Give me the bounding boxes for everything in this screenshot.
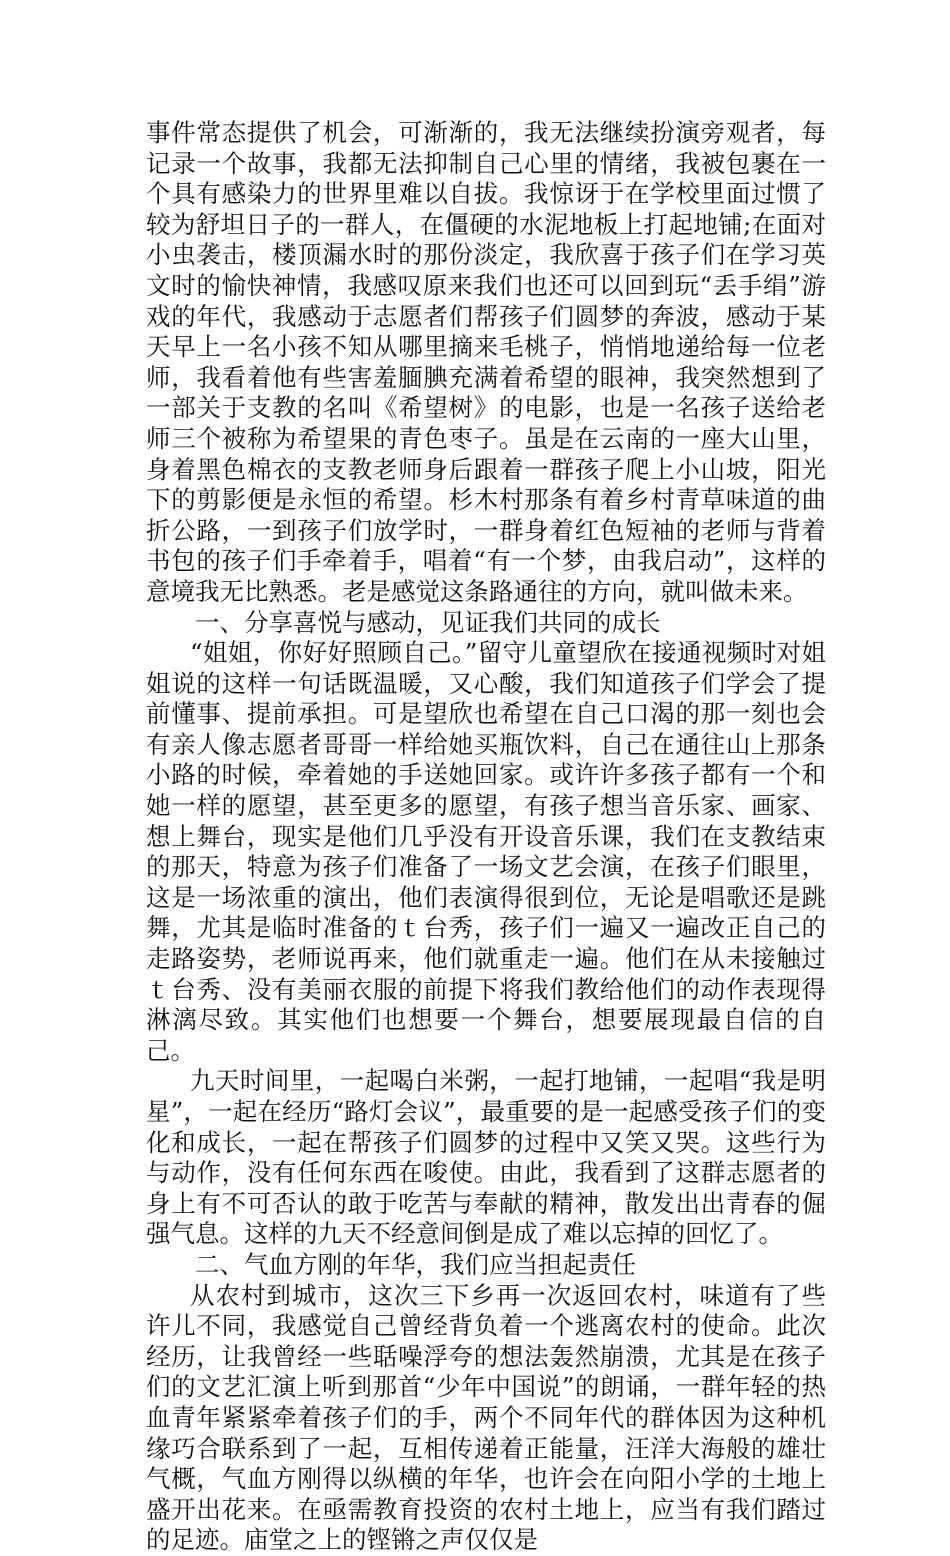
paragraph: 事件常态提供了机会，可渐渐的，我无法继续扮演旁观者，每记录一个故事，我都无法抑制自己心里的情绪，我被包裹在一个具有感染力的世界里难以自拔。我惊讶于在学校里面过惯了较为舒坦日子的一群人，在僵硬的水泥地板上打起地铺;在面对小虫袭击，楼顶漏水时的那份淡定，我欣喜于孩子们在学习英文时的愉快神情，我感叹原来我们也还可以回到玩“丢手绢”游戏的年代，我感动于志愿者们帮孩子们圆梦的奔波，感动于某天早上一名小孩不知从哪里摘来毛桃子，悄悄地递给每一位老师，我看着他有些害羞腼腆充满着希望的眼神，我突然想到了一部关于支教的名叫《希望树》的电影，也是一名孩子送给老师三个被称为希望果的青色枣子。虽是在云南的一座大山里，身着黑色棉衣的支教老师身后跟着一群孩子爬上小山坡，阳光下的剪影便是永恒的希望。杉木村那条有着乡村青草味道的曲折公路，一到孩子们放学时，一群身着红色短袖的老师与背着书包的孩子们手牵着手，唱着“有一个梦，由我启动”，这样的意境我无比熟悉。老是感觉这条路通往的方向，就叫做未来。 <box>146 118 826 606</box>
document-body <box>146 118 826 1556</box>
section-heading: 一、分享喜悦与感动，见证我们共同的成长 <box>195 607 661 637</box>
paragraph: 从农村到城市，这次三下乡再一次返回农村，味道有了些许儿不同，我感觉自己曾经背负着一个逃离农村的使命。此次经历，让我曾经一些聒噪浮夸的想法轰然崩溃，尤其是在孩子们的文艺汇演上听到那首“少年中国说”的朗诵，一群年轻的热血青年紧紧牵着孩子们的手，两个不同年代的群体因为这种机缘巧合联系到了一起，互相传递着正能量，汪洋大海般的雄壮气概，气血方刚得以纵横的年华，也许会在向阳小学的土地上盛开出花来。在亟需教育投资的农村土地上，应当有我们踏过的足迹。庙堂之上的铿锵之声仅仅是 <box>146 1280 826 1555</box>
section-heading: 二、气血方刚的年华，我们应当担起责任 <box>195 1249 636 1279</box>
paragraph: “姐姐，你好好照顾自己。”留守儿童望欣在接通视频时对姐姐说的这样一句话既温暖，又心酸，我们知道孩子们学会了提前懂事、提前承担。可是望欣也希望在自己口渴的那一刻也会有亲人像志愿者哥哥一样给她买瓶饮料，自己在通往山上那条小路的时候，牵着她的手送她回家。或许许多孩子都有一个和她一样的愿望，甚至更多的愿望，有孩子想当音乐家、画家、想上舞台，现实是他们几乎没有开设音乐课，我们在支教结束的那天，特意为孩子们准备了一场文艺会演，在孩子们眼里，这是一场浓重的演出，他们表演得很到位，无论是唱歌还是跳舞，尤其是临时准备的ｔ台秀，孩子们一遍又一遍改正自己的走路姿势，老师说再来，他们就重走一遍。他们在从未接触过ｔ台秀、没有美丽衣服的前提下将我们教给他们的动作表现得淋漓尽致。其实他们也想要一个舞台，想要展现最自信的自己。 <box>146 638 826 1065</box>
paragraph: 九天时间里，一起喝白米粥，一起打地铺，一起唱“我是明星”，一起在经历“路灯会议”，最重要的是一起感受孩子们的变化和成长，一起在帮孩子们圆梦的过程中又笑又哭。这些行为与动作，没有任何东西在唆使。由此，我看到了这群志愿者的身上有不可否认的敢于吃苦与奉献的精神，散发出出青春的倔强气息。这样的九天不经意间倒是成了难以忘掉的回忆了。 <box>146 1066 826 1249</box>
